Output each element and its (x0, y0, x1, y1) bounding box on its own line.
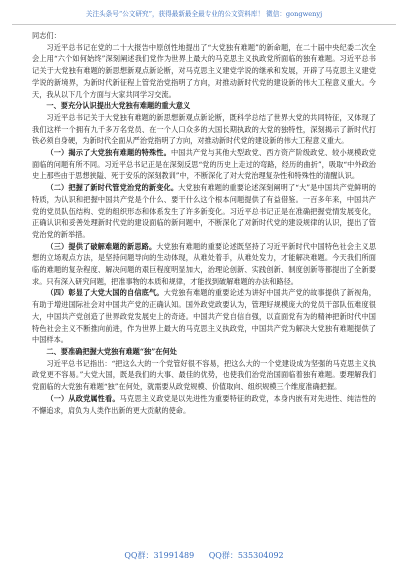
greeting: 同志们： (32, 31, 61, 40)
paragraph-text: 大党独有难题的重要论述深刻阐明了“大”是中国共产党鲜明的特质，为认识和把握中国共产党是个什么、要干什么这个根本问题提供了有益借鉴。一百多年来，中国共产党的党员队伍结构、党的组织形态和体系发生了许多新变化。习近平总书记正是在准确把握党情发展变化，正确认识和妥善处理新时代党的建设面临的新问题中，不断深化了对新时代党的建设规律的认识，提出了管党治党的新举措。 (32, 183, 376, 239)
paragraph: 习近平总书记关于大党独有难题的新思想新观点新论断，既科学总结了世界大党的共同特征，又体现了我们这样一个拥有九千多万名党员、在一个人口众多的大国长期执政的大党的独特性，深刻揭示了新时代打铁必须自身硬，为新时代全面从严治党指明了方向，对推动新时代党的建设新的伟大工程意义重大。 (32, 112, 376, 146)
subsection-title: （四）彰显了大党大国的自信底气。 (46, 288, 164, 298)
subsection-title: （一）从政党属性看。 (46, 393, 120, 403)
section-heading: 一、要充分认识提出大党独有难题的重大意义 (46, 101, 191, 111)
paragraph (32, 393, 376, 416)
paragraph-text: 中国共产党与其他大型政党、西方资产阶级政党、较小规模政党面临的问题有所不同。习近平总书记正是在深刻反思“党的历史上走过的弯路，经历的曲折”，吸取“中外政治史上那些由于思想狭隘、死于安乐的深刻教训”中，不断深化了对大党治理复杂性和特殊性的清醒认识。 (32, 148, 376, 181)
page-footer (0, 546, 408, 566)
subsection-title: （一）揭示了大党独有难题的特殊性。 (46, 148, 171, 158)
paragraph (32, 241, 376, 288)
paragraph (32, 182, 376, 241)
subsection-title: （三）提供了破解难题的新思路。 (46, 241, 157, 251)
paragraph: 习近平总书记在党的二十大报告中原创性地提出了“大党独有难题”的新命题，在二十届中央纪委二次全会上用“六个如何始终”深刻阐述我们党作为世界上最大的马克思主义执政党所面临的独有难题。习近平总书记关于大党独有难题的新思想新观点新论断，对马克思主义建党学说的继承和发展，开辟了马克思主义建党学说的新境界，为新时代新征程上管党治党指明了方向，对推动新时代党的建设新的伟大工程意义重大。今天，我从以下几个方面与大家共同学习交流。 (32, 42, 376, 99)
page-header (12, 4, 396, 25)
paragraph-text: 大党独有难题的重要论述为讲好中国共产党的故事提供了新视角，有助于增进国际社会对中国共产党的正确认知。国外政党政要认为，管理好规模庞大的党员干部队伍难度很大，中国共产党创造了世界政党发展史上的奇迹。中国共产党自信自强，以直面党有为的精神把新时代中国特色社会主义不断推向前进，作为世界上最大的马克思主义执政党，中国共产党为解决大党独有难题提供了中国样本。 (32, 288, 376, 345)
footer-qq-group-1: QQ群：31991489 (124, 551, 195, 560)
section-heading: 二、要准确把握大党独有难题“独”在何处 (46, 346, 177, 356)
paragraph (32, 147, 376, 182)
paragraph-text: 大党独有难题的重要论述既坚持了习近平新时代中国特色社会主义思想的立场观点方法，是坚持问题导向的生动体现，从难处着手，从难处发力，才能解决难题。今天我们所面临的难题的复杂程度、解决问题的艰巨程度明显加大，治理论创新、实践创新、制度创新等都提出了全新要求。只有深入研究问题，把准事物的本质和规律，才能找到破解难题的办法和路径。 (32, 241, 376, 286)
document-body (32, 30, 376, 542)
paragraph: 习近平总书记指出：“把这么大的一个党管好很不容易，把这么大的一个党建设成为坚强的马克思主义执政党更不容易。”大党大国，既是我们的大事、最佳的优势，也使我们治党治国面临着独有难题。要理解我们党面临的大党独有难题“独”在何处，就需要从政党规模、价值取向、组织规模三个维度准确把握。 (32, 358, 376, 392)
paragraph (32, 287, 376, 346)
header-text: 关注头条号“公文研究”，获得最新最全最专业的公文资料库！ 微信：gongwenyj (85, 10, 323, 18)
paragraph-text: 马克思主义政党是以先进性为重要特征的政党，本身内嵌有对先进性、纯洁性的不懈追求，肩负为人类作出新的更大贡献的使命。 (32, 393, 376, 415)
subsection-title: （二）把握了新时代管党治党的新变化。 (46, 183, 179, 193)
footer-qq-group-2: QQ群：535304092 (208, 551, 284, 560)
